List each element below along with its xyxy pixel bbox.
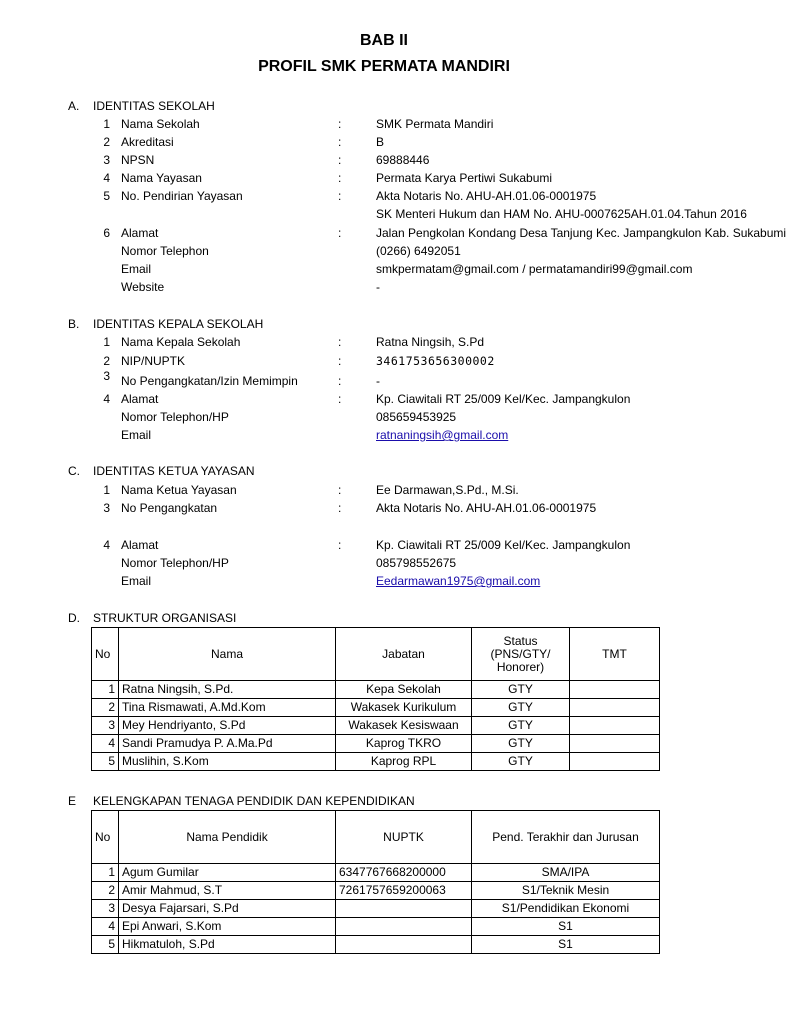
row-tmt [570,753,660,771]
b-row-1-value: Ratna Ningsih, S.Pd [376,335,485,349]
staff-table [91,810,660,954]
row-tmt [570,681,660,699]
row-no: 1 [92,864,119,882]
a-row-2-value: B [376,135,385,149]
section-b-letter: B. [68,317,80,331]
row-jabatan: Kaprog TKRO [336,735,472,753]
row-nuptk: 7261757659200063 [336,882,472,900]
b-row-phone-label: Nomor Telephon/HP [121,410,229,424]
b-row-1-sep: : [338,335,342,349]
row-tmt [570,699,660,717]
chapter-heading: BAB II [360,32,408,49]
table-row [92,882,660,900]
b-row-4-value: Kp. Ciawitali RT 25/009 Kel/Kec. Jampangkulon [376,392,631,406]
a-row-2-label: Akreditasi [121,135,174,149]
a-row-5-no: 5 [103,189,110,203]
table-row [92,900,660,918]
b-row-phone-value: 085659453925 [376,410,457,424]
row-tmt [570,717,660,735]
organization-table [91,627,660,771]
table-row [92,753,660,771]
col-status: Status (PNS/GTY/ Honorer) [472,628,570,681]
row-nama: Amir Mahmud, S.T [119,882,336,900]
row-jabatan: Kepa Sekolah [336,681,472,699]
row-nama: Ratna Ningsih, S.Pd. [119,681,336,699]
row-no: 4 [92,918,119,936]
row-jabatan: Wakasek Kesiswaan [336,717,472,735]
a-row-email-label: Email [121,262,152,276]
row-no: 3 [92,717,119,735]
a-row-2-no: 2 [103,135,110,149]
a-row-6-sep: : [338,226,342,240]
table-row [92,717,660,735]
a-row-5-label: No. Pendirian Yayasan [121,189,243,203]
c-row-1-no: 1 [103,483,110,497]
a-row-4-value: Permata Karya Pertiwi Sukabumi [376,171,553,185]
row-nama: Desya Fajarsari, S.Pd [119,900,336,918]
a-row-4-label: Nama Yayasan [121,171,202,185]
b-row-1-label: Nama Kepala Sekolah [121,335,241,349]
section-d-heading: STRUKTUR ORGANISASI [93,611,237,625]
col-tmt: TMT [570,628,660,681]
section-e-heading: KELENGKAPAN TENAGA PENDIDIK DAN KEPENDIDIKAN [93,794,415,808]
a-row-6-label: Alamat [121,226,159,240]
a-row-4-no: 4 [103,171,110,185]
b-row-4-no: 4 [103,392,110,406]
table-row [92,864,660,882]
c-row-3-value: Kp. Ciawitali RT 25/009 Kel/Kec. Jampangkulon [376,538,631,552]
row-no: 1 [92,681,119,699]
row-pendidikan: S1 [472,936,660,954]
section-a-heading: IDENTITAS SEKOLAH [93,99,215,113]
table-header-row [92,811,660,864]
a-row-phone-label: Nomor Telephon [121,244,209,258]
a-row-3-sep: : [338,153,342,167]
table-row [92,918,660,936]
col-nuptk: NUPTK [336,811,472,864]
row-nama: Agum Gumilar [119,864,336,882]
row-nama: Tina Rismawati, A.Md.Kom [119,699,336,717]
document-title: PROFIL SMK PERMATA MANDIRI [258,58,510,75]
a-row-3-value: 69888446 [376,153,430,167]
row-jabatan: Wakasek Kurikulum [336,699,472,717]
b-row-3-no: 3 [103,369,110,383]
row-no: 4 [92,735,119,753]
c-row-1-sep: : [338,483,342,497]
c-row-email-label: Email [121,574,152,588]
table-row [92,699,660,717]
b-row-2-no: 2 [103,354,110,368]
col-jabatan: Jabatan [336,628,472,681]
row-pendidikan: S1/Pendidikan Ekonomi [472,900,660,918]
b-row-4-label: Alamat [121,392,159,406]
row-nama: Sandi Pramudya P. A.Ma.Pd [119,735,336,753]
c-row-2-no: 3 [103,501,110,515]
a-row-2-sep: : [338,135,342,149]
c-email-link[interactable]: Eedarmawan1975@gmail.com [376,574,541,588]
a-row-1-value: SMK Permata Mandiri [376,117,494,131]
section-c-letter: C. [68,464,80,478]
section-c-heading: IDENTITAS KETUA YAYASAN [93,464,255,478]
row-status: GTY [472,735,570,753]
row-nuptk [336,900,472,918]
row-nama: Epi Anwari, S.Kom [119,918,336,936]
row-pendidikan: SMA/IPA [472,864,660,882]
row-status: GTY [472,699,570,717]
c-row-1-value: Ee Darmawan,S.Pd., M.Si. [376,483,519,497]
row-nuptk: 6347767668200000 [336,864,472,882]
row-no: 5 [92,936,119,954]
a-row-1-label: Nama Sekolah [121,117,200,131]
row-no: 5 [92,753,119,771]
b-row-email-label: Email [121,428,152,442]
c-row-phone-label: Nomor Telephon/HP [121,556,229,570]
section-a-letter: A. [68,99,80,113]
row-no: 2 [92,882,119,900]
a-row-3-label: NPSN [121,153,155,167]
row-nuptk [336,918,472,936]
a-row-6-no: 6 [103,226,110,240]
a-row-website-label: Website [121,280,165,294]
b-row-2-label: NIP/NUPTK [121,354,186,368]
a-row-5-value: Akta Notaris No. AHU-AH.01.06-0001975 [376,189,597,203]
a-row-3-no: 3 [103,153,110,167]
c-row-3-sep: : [338,538,342,552]
row-nama: Muslihin, S.Kom [119,753,336,771]
col-nama-pendidik: Nama Pendidik [119,811,336,864]
col-no: No [92,628,119,681]
b-row-3-sep: : [338,374,342,388]
a-row-phone-value: (0266) 6492051 [376,244,461,258]
b-row-4-sep: : [338,392,342,406]
col-no: No [92,811,119,864]
row-status: GTY [472,753,570,771]
c-row-2-value: Akta Notaris No. AHU-AH.01.06-0001975 [376,501,597,515]
c-row-2-sep: : [338,501,342,515]
table-header-row [92,628,660,681]
a-row-1-no: 1 [103,117,110,131]
row-status: GTY [472,681,570,699]
a-row-email-value: smkpermatam@gmail.com / permatamandiri99@gmail.com [376,262,693,276]
a-row-4-sep: : [338,171,342,185]
c-row-3-no: 4 [103,538,110,552]
row-no: 2 [92,699,119,717]
row-nama: Hikmatuloh, S.Pd [119,936,336,954]
row-nuptk [336,936,472,954]
b-row-2-sep: : [338,354,342,368]
col-nama: Nama [119,628,336,681]
b-row-3-label: No Pengangkatan/Izin Memimpin [121,374,298,388]
col-pendidikan: Pend. Terakhir dan Jurusan [472,811,660,864]
row-pendidikan: S1 [472,918,660,936]
row-tmt [570,735,660,753]
table-row [92,681,660,699]
section-e-letter: E [68,794,77,808]
c-row-2-label: No Pengangkatan [121,501,218,515]
a-row-1-sep: : [338,117,342,131]
row-status: GTY [472,717,570,735]
row-pendidikan: S1/Teknik Mesin [472,882,660,900]
a-row-5-sep: : [338,189,342,203]
b-row-3-value: - [376,374,380,388]
c-row-3-label: Alamat [121,538,159,552]
c-row-1-label: Nama Ketua Yayasan [121,483,237,497]
b-email-link[interactable]: ratnaningsih@gmail.com [376,428,509,442]
b-row-2-value: 3461753656300002 [376,354,495,368]
row-no: 3 [92,900,119,918]
row-jabatan: Kaprog RPL [336,753,472,771]
b-row-1-no: 1 [103,335,110,349]
table-row [92,936,660,954]
c-row-phone-value: 085798552675 [376,556,457,570]
a-row-6-value: Jalan Pengkolan Kondang Desa Tanjung Kec. Jampangkulon Kab. Sukabumi [376,226,786,240]
section-b-heading: IDENTITAS KEPALA SEKOLAH [93,317,264,331]
section-d-letter: D. [68,611,80,625]
a-row-5-value-2: SK Menteri Hukum dan HAM No. AHU-0007625AH.01.04.Tahun 2016 [376,207,747,221]
row-nama: Mey Hendriyanto, S.Pd [119,717,336,735]
table-row [92,735,660,753]
a-row-website-value: - [376,280,380,294]
